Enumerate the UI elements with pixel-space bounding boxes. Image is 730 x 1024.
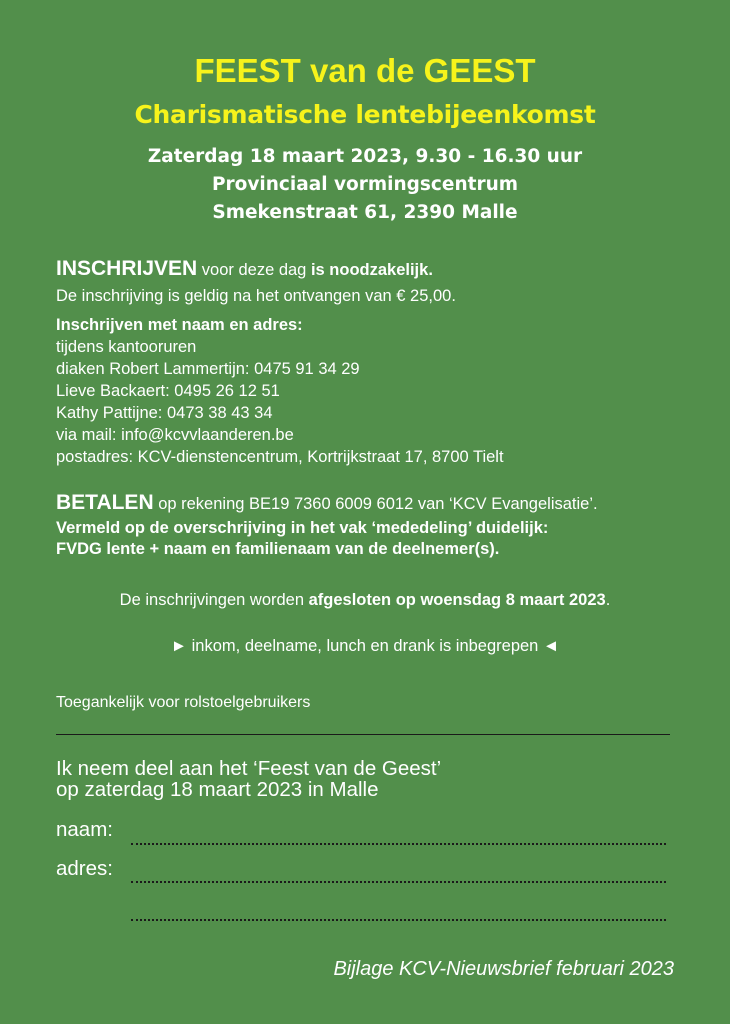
registration-validity: De inschrijving is geldig na het ontvangen van € 25,00.	[56, 287, 456, 305]
registration-required: is noodzakelijk.	[310, 261, 433, 279]
payment-note: Vermeld op de overschrijving in het vak ‘mededeling’ duidelijk:	[56, 519, 549, 537]
address-field[interactable]	[131, 880, 666, 883]
event-venue: Provinciaal vormingscentrum	[211, 174, 519, 195]
closing-suffix: .	[605, 591, 611, 609]
name-field[interactable]	[131, 842, 666, 845]
form-line: Ik neem deel aan het ‘Feest van de Geest’	[56, 757, 442, 780]
registration-heading: INSCHRIJVEN	[56, 257, 198, 280]
included-line: ► inkom, deelname, lunch en drank is inbegrepen ◄	[170, 637, 560, 655]
event-subtitle: Charismatische lentebijeenkomst	[134, 100, 596, 129]
registration-line	[56, 257, 433, 281]
payment-note: FVDG lente + naam en familienaam van de deelnemer(s).	[56, 540, 500, 558]
payment-line	[56, 491, 598, 515]
event-date: Zaterdag 18 maart 2023, 9.30 - 16.30 uur	[147, 146, 583, 167]
accessibility-note: Toegankelijk voor rolstoelgebruikers	[56, 694, 311, 711]
name-label: naam:	[56, 818, 113, 841]
contact-line: Kathy Pattijne: 0473 38 43 34	[56, 404, 273, 422]
payment-text: op rekening BE19 7360 6009 6012 van ‘KCV Evangelisatie’.	[153, 495, 598, 513]
registration-text: voor deze dag	[197, 261, 311, 279]
contact-line: tijdens kantooruren	[56, 338, 197, 356]
event-title: FEEST van de GEEST	[194, 52, 536, 89]
contact-line: postadres: KCV-dienstencentrum, Kortrijkstraat 17, 8700 Tielt	[56, 448, 504, 466]
footer-note: Bijlage KCV-Nieuwsbrief februari 2023	[333, 958, 674, 980]
address-label: adres:	[56, 857, 113, 880]
divider	[56, 734, 670, 735]
closing-date: afgesloten op woensdag 8 maart 2023	[308, 591, 606, 609]
closing-date-line	[0, 591, 730, 610]
contact-line: Lieve Backaert: 0495 26 12 51	[56, 382, 280, 400]
address-field-2[interactable]	[131, 918, 666, 921]
payment-heading: BETALEN	[56, 491, 154, 514]
contact-line: diaken Robert Lammertijn: 0475 91 34 29	[56, 360, 360, 378]
contact-heading: Inschrijven met naam en adres:	[56, 316, 303, 334]
form-line: op zaterdag 18 maart 2023 in Malle	[56, 778, 379, 801]
contact-email[interactable]: via mail: info@kcvvlaanderen.be	[56, 426, 294, 444]
event-address: Smekenstraat 61, 2390 Malle	[212, 202, 518, 223]
closing-prefix: De inschrijvingen worden	[119, 591, 309, 609]
